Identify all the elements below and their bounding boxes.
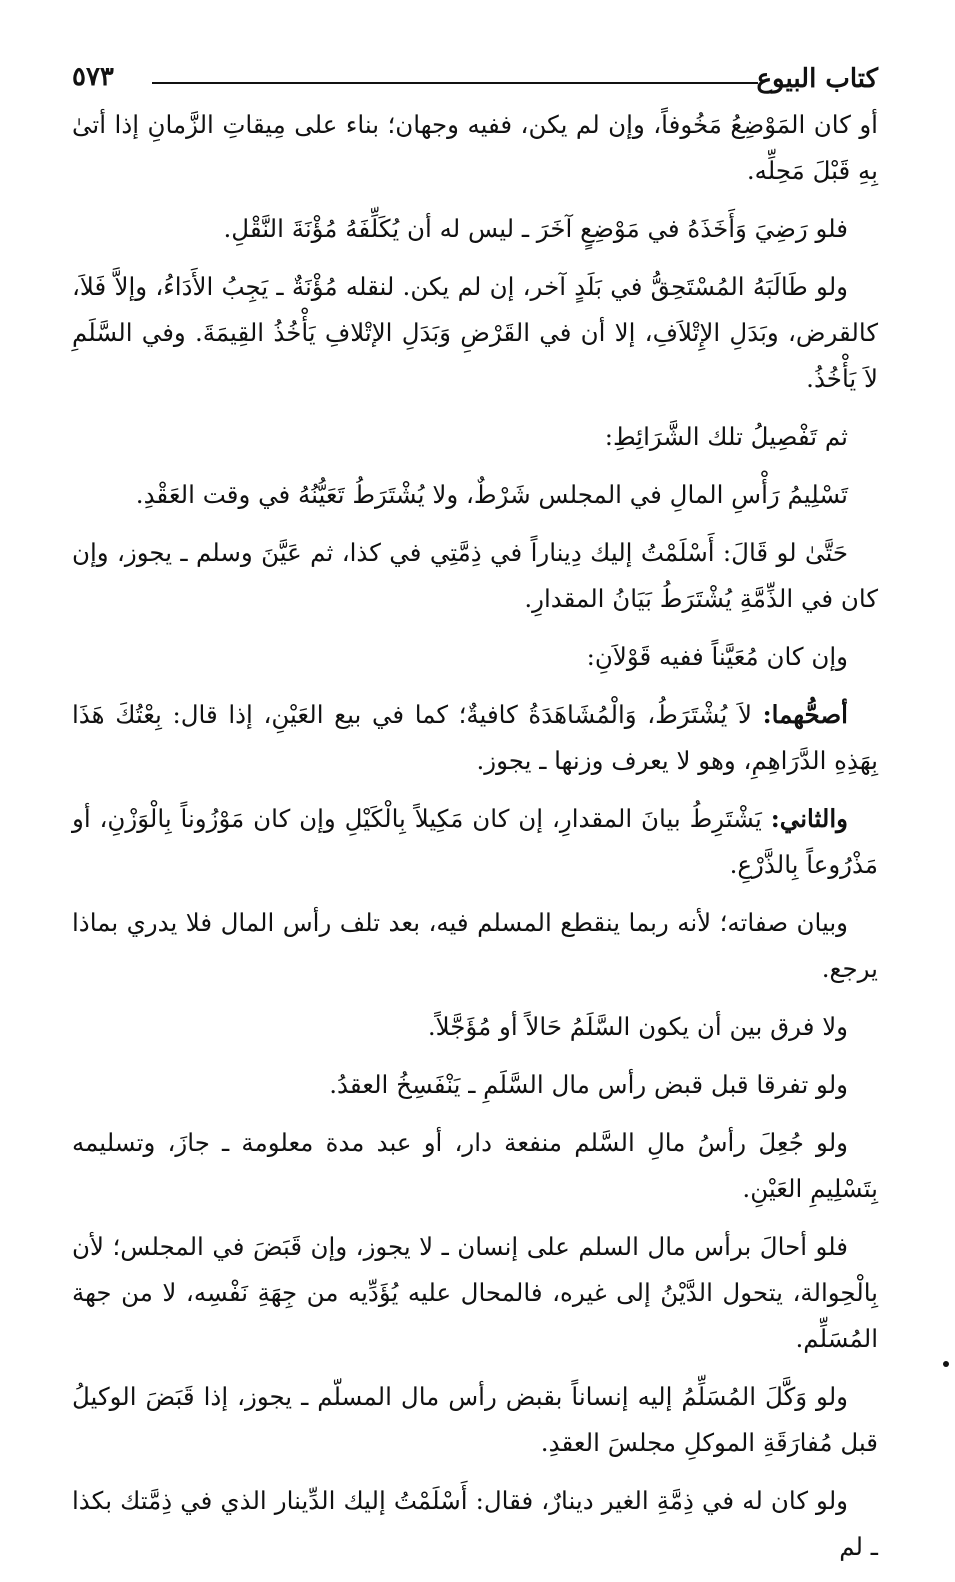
paragraph-text: ولو جُعِلَ رأسُ مالِ السَّلم منفعة دار، أو عبد مدة معلومة ـ جازَ، وتسليمه بِتَسْلِيمِ العَيْنِ.	[72, 1128, 878, 1203]
paragraph	[72, 264, 878, 402]
paragraph	[72, 1478, 878, 1570]
paragraph-text: أو كان المَوْضِعُ مَخُوفاً، وإن لم يكن، ففيه وجهان؛ بناء على مِيقاتِ الزَّمانِ إذا أتىٰ بِهِ قَبْلَ مَحِلِّه.	[72, 110, 878, 185]
paragraph-text: تَسْلِيمُ رَأْسِ المالِ في المجلس شَرْطٌ، ولا يُشْتَرَطُ تَعَيُّنُهُ في وقت العَقْدِ.	[135, 480, 848, 509]
paragraph	[72, 692, 878, 784]
paragraph-text: يَشْتَرِطُ بيانَ المقدارِ، إن كان مَكِيلاً بِالْكَيْلِ وإن كان مَوْزُوناً بِالْوَزْنِ، أو مَذْرُوعاً بِالذَّرْعِ.	[72, 804, 878, 879]
paragraph-label: والثاني:	[770, 804, 848, 833]
paragraph	[72, 206, 878, 252]
paragraph-text: ثم تَفْصِيلُ تلك الشَّرَائِطِ:	[604, 422, 848, 451]
paragraph	[72, 1062, 878, 1108]
paragraph	[72, 634, 878, 680]
paragraph	[72, 414, 878, 460]
paragraph	[72, 472, 878, 518]
paragraph	[72, 1374, 878, 1466]
chapter-title: كتاب البيوع	[756, 64, 878, 94]
paragraph	[72, 530, 878, 622]
paragraph	[72, 1120, 878, 1212]
paragraph-text: فلو رَضِيَ وَأَخَذَهُ في مَوْضِعٍ آخَرَ ـ ليس له أن يُكَلِّفَهُ مُؤْنَةَ النَّقْلِ.	[223, 214, 848, 243]
paragraph	[72, 102, 878, 194]
header-rule	[152, 82, 758, 84]
paragraph-text: وإن كان مُعَيَّناً ففيه قَوْلاَنِ:	[586, 642, 848, 671]
paragraph-text: ولو وَكَّلَ المُسَلِّمُ إليه إنساناً بقبض رأس مال المسلّم ـ يجوز، إذا قَبَضَ الوكيلُ قبل مُفارَقَةِ الموكلِ مجلسَ العقدِ.	[72, 1382, 878, 1457]
paragraph-text: ولو تفرقا قبل قبض رأس مال السَّلَمِ ـ يَنْفَسِخُ العقدُ.	[329, 1070, 848, 1099]
book-page	[72, 58, 878, 1582]
paragraph	[72, 796, 878, 888]
page-number: ٥٧٣	[72, 62, 114, 92]
paragraph	[72, 1224, 878, 1362]
paragraph	[72, 1004, 878, 1050]
paragraph-text: ولا فرق بين أن يكون السَّلَمُ حَالاً أو مُؤَجَّلاً.	[427, 1012, 848, 1041]
paragraph-text: ولو طَالَبَهُ المُسْتَحِقُّ في بَلَدٍ آخر، إن لم يكن. لنقله مُؤْنَةٌ ـ يَجِبُ الأَدَاءُ، وإلاَّ فَلاَ، كالقرض، وبَدَلِ الإِتْلاَفِ، إلا أن في القَرْضِ وَبَدَلِ الإتْلافِ يَأْخُذُ القِيمَةَ. وفي السَّلَمِ لاَ يَأْخُذُ.	[72, 272, 878, 393]
paragraph	[72, 900, 878, 992]
running-header	[72, 58, 878, 102]
paragraph-text: ولو كان له في ذِمَّةِ الغير دينارٌ، فقال: أَسْلَمْتُ إليك الدِّينار الذي في ذِمَّتك بكذا ـ لم	[72, 1486, 878, 1561]
paragraph-text: لاَ يُشْتَرَطُ، وَالْمُشَاهَدَةُ كافيةٌ؛ كما في بيع العَيْنِ، إذا قال: بِعْتُكَ هَذَا بِهَذِهِ الدَّرَاهِمِ، وهو لا يعرف وزنها ـ يجوز.	[72, 700, 878, 775]
edge-mark	[943, 1361, 949, 1367]
paragraph-label: أصحُّهما:	[762, 700, 848, 729]
paragraph-text: وبيان صفاته؛ لأنه ربما ينقطع المسلم فيه، بعد تلف رأس المال فلا يدري بماذا يرجع.	[72, 908, 878, 983]
page-body	[72, 102, 878, 1570]
paragraph-text: حَتَّىٰ لو قَالَ: أَسْلَمْتُ إليك دِيناراً في ذِمَّتِي في كذا، ثم عَيَّنَ وسلم ـ يجوز، وإن كان في الذِّمَّةِ يُشْتَرَطُ بَيَانُ المقدارِ.	[72, 538, 878, 613]
paragraph-text: فلو أحالَ برأس مال السلم على إنسان ـ لا يجوز، وإن قَبَضَ في المجلس؛ لأن بِالْحِوالة، يتحول الدَّيْنُ إلى غيره، فالمحال عليه يُؤَدِّيه من جِهَةِ نَفْسِه، لا من جهة المُسَلِّم.	[72, 1232, 878, 1353]
